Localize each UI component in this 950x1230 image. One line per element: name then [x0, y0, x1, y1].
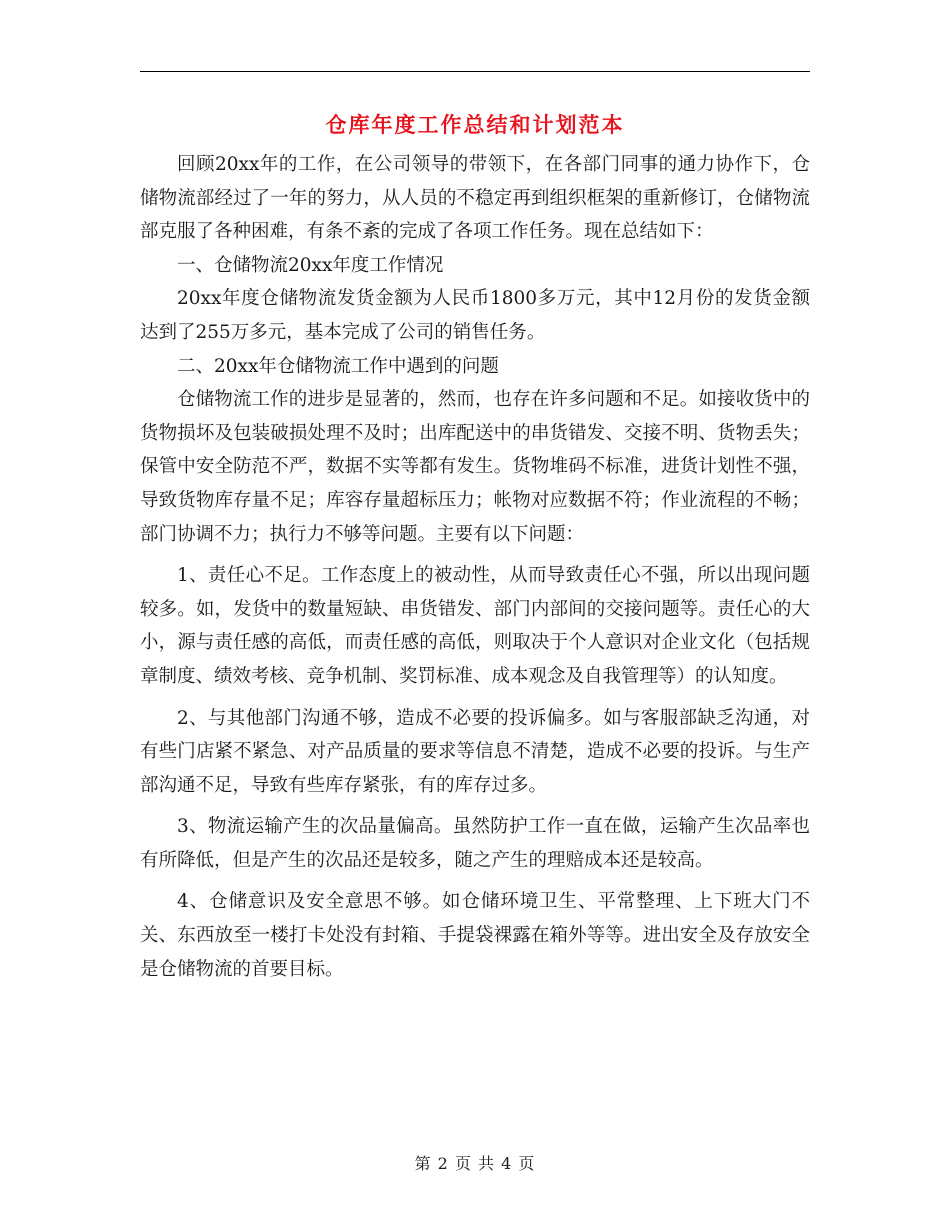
list-item-responsibility: 1、责任心不足。工作态度上的被动性，从而导致责任心不强，所以出现问题较多。如，发货中的数量短缺、串货错发、部门内部间的交接问题等。责任心的大小，源与责任感的高低，而责任感的高低，则取决于个人意识对企业文化（包括规章制度、绩效考核、竞争机制、奖罚标准、成本观念及自我管理等）的认知度。 — [140, 565, 810, 687]
list-item-communication: 2、与其他部门沟通不够，造成不必要的投诉偏多。如与客服部缺乏沟通，对有些门店紧不紧急、对产品质量的要求等信息不清楚，造成不必要的投诉。与生产部沟通不足，导致有些库存紧张，有的库存过多。 — [140, 707, 810, 796]
paragraph-shipment: 20xx年度仓储物流发货金额为人民币1800多万元，其中12月份的发货金额达到了255万多元，基本完成了公司的销售任务。 — [140, 288, 810, 343]
document-body — [140, 148, 810, 986]
section-heading-2: 二、20xx年仓储物流工作中遇到的问题 — [177, 355, 499, 377]
list-item-safety: 4、仓储意识及安全意思不够。如仓储环境卫生、平常整理、上下班大门不关、东西放至一楼打卡处没有封箱、手提袋裸露在箱外等等。进出安全及存放安全是仓储物流的首要目标。 — [140, 891, 810, 980]
document-title: 仓库年度工作总结和计划范本 — [325, 112, 625, 137]
page-number: 第 2 页 共 4 页 — [414, 1154, 536, 1173]
paragraph-intro: 回顾20xx年的工作，在公司领导的带领下，在各部门同事的通力协作下，仓储物流部经过了一年的努力，从人员的不稳定再到组织框架的重新修订，仓储物流部克服了各种困难，有条不紊的完成了各项工作任务。现在总结如下： — [140, 154, 810, 243]
list-item-defects: 3、物流运输产生的次品量偏高。虽然防护工作一直在做，运输产生次品率也有所降低，但是产生的次品还是较多，随之产生的理赔成本还是较高。 — [140, 816, 810, 871]
section-heading-1: 一、仓储物流20xx年度工作情况 — [177, 254, 444, 276]
header-rule — [140, 71, 810, 72]
paragraph-problems: 仓储物流工作的进步是显著的，然而，也存在许多问题和不足。如接收货中的货物损坏及包装破损处理不及时；出库配送中的串货错发、交接不明、货物丢失；保管中安全防范不严，数据不实等都有发生。货物堆码不标准，进货计划性不强，导致货物库存量不足；库容存量超标压力；帐物对应数据不符；作业流程的不畅；部门协调不力；执行力不够等问题。主要有以下问题： — [140, 389, 810, 545]
